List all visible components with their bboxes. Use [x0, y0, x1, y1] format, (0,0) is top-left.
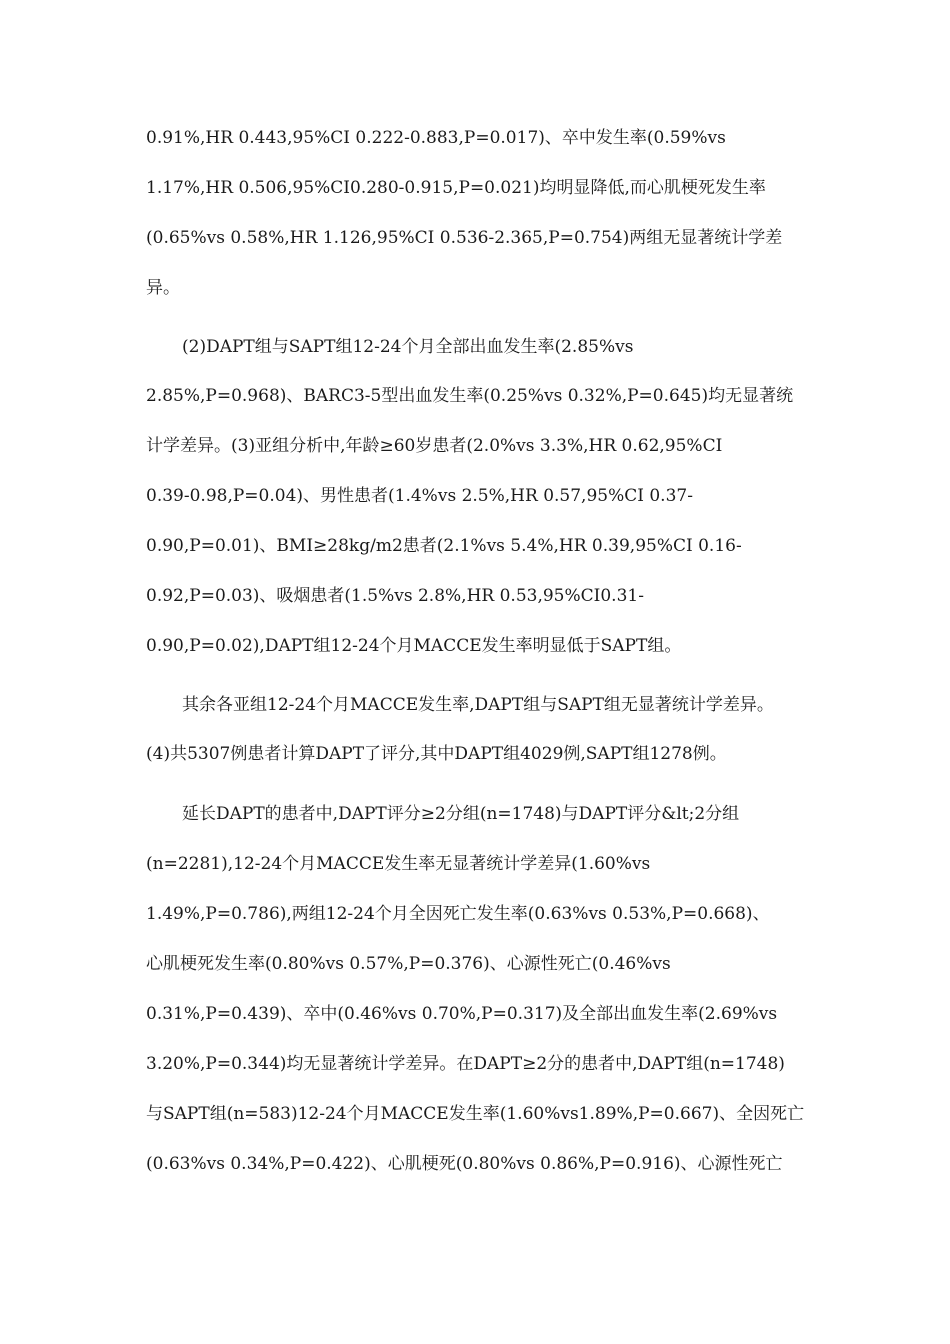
paragraph-4-line-2: (n=2281),12-24个月MACCE发生率无显著统计学差异(1.60%vs	[146, 854, 651, 874]
paragraph-2-line-3: 计学差异。(3)亚组分析中,年龄≥60岁患者(2.0%vs 3.3%,HR 0.62,95%CI	[146, 436, 723, 456]
paragraph-4-line-5: 0.31%,P=0.439)、卒中(0.46%vs 0.70%,P=0.317)及全部出血发生率(2.69%vs	[146, 1004, 778, 1024]
paragraph-4-line-6: 3.20%,P=0.344)均无显著统计学差异。在DAPT≥2分的患者中,DAPT组(n=1748)	[146, 1054, 785, 1074]
paragraph-2-line-5: 0.90,P=0.01)、BMI≥28kg/m2患者(2.1%vs 5.4%,HR 0.39,95%CI 0.16-	[146, 536, 742, 556]
paragraph-2-line-2: 2.85%,P=0.968)、BARC3-5型出血发生率(0.25%vs 0.32%,P=0.645)均无显著统	[146, 386, 794, 406]
paragraph-4-line-4: 心肌梗死发生率(0.80%vs 0.57%,P=0.376)、心源性死亡(0.46%vs	[146, 954, 671, 974]
paragraph-1-line-4: 异。	[146, 278, 180, 298]
paragraph-2-line-7: 0.90,P=0.02),DAPT组12-24个月MACCE发生率明显低于SAPT组。	[146, 636, 682, 656]
paragraph-4-line-7: 与SAPT组(n=583)12-24个月MACCE发生率(1.60%vs1.89%,P=0.667)、全因死亡	[146, 1104, 805, 1124]
paragraph-2-line-1: (2)DAPT组与SAPT组12-24个月全部出血发生率(2.85%vs	[182, 337, 634, 357]
paragraph-4-line-8: (0.63%vs 0.34%,P=0.422)、心肌梗死(0.80%vs 0.86%,P=0.916)、心源性死亡	[146, 1154, 783, 1174]
paragraph-3-line-1: 其余各亚组12-24个月MACCE发生率,DAPT组与SAPT组无显著统计学差异。	[182, 695, 774, 715]
paragraph-4-line-1: 延长DAPT的患者中,DAPT评分≥2分组(n=1748)与DAPT评分&lt;2分组	[182, 804, 740, 824]
paragraph-3-line-2: (4)共5307例患者计算DAPT了评分,其中DAPT组4029例,SAPT组1278例。	[146, 744, 727, 764]
paragraph-1-line-1: 0.91%,HR 0.443,95%CI 0.222-0.883,P=0.017)、卒中发生率(0.59%vs	[146, 128, 726, 148]
paragraph-4-line-3: 1.49%,P=0.786),两组12-24个月全因死亡发生率(0.63%vs 0.53%,P=0.668)、	[146, 904, 770, 924]
paragraph-1-line-3: (0.65%vs 0.58%,HR 1.126,95%CI 0.536-2.365,P=0.754)两组无显著统计学差	[146, 228, 783, 248]
paragraph-1-line-2: 1.17%,HR 0.506,95%CI0.280-0.915,P=0.021)均明显降低,而心肌梗死发生率	[146, 178, 766, 198]
paragraph-2-line-4: 0.39-0.98,P=0.04)、男性患者(1.4%vs 2.5%,HR 0.57,95%CI 0.37-	[146, 486, 693, 506]
paragraph-2-line-6: 0.92,P=0.03)、吸烟患者(1.5%vs 2.8%,HR 0.53,95%CI0.31-	[146, 586, 644, 606]
